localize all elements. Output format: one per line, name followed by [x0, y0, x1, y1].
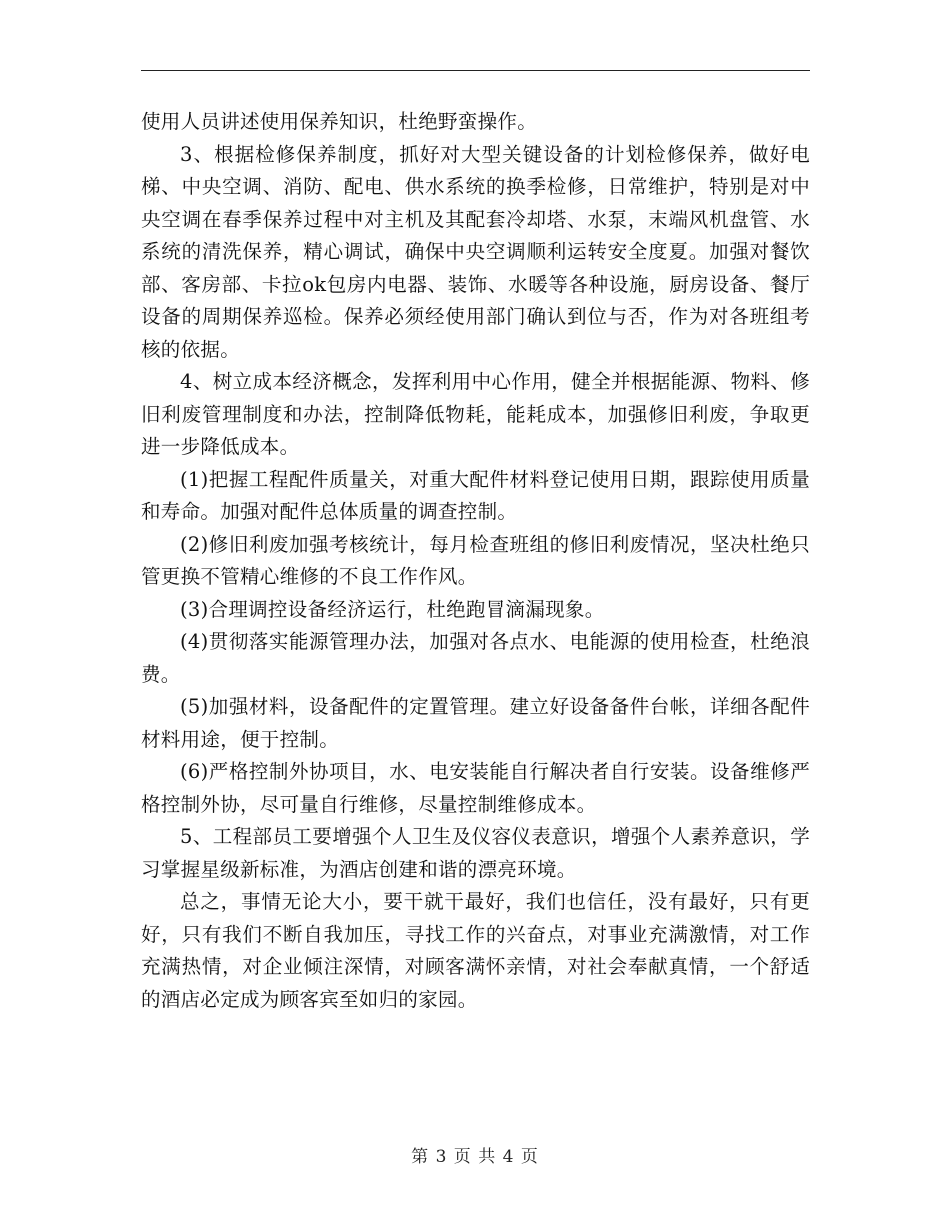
header-rule: [141, 70, 810, 71]
page-number: 第 3 页 共 4 页: [411, 1147, 539, 1167]
paragraph: (1)把握工程配件质量关，对重大配件材料登记使用日期，跟踪使用质量和寿命。加强对配件总体质量的调查控制。: [141, 467, 810, 523]
paragraph: (5)加强材料，设备配件的定置管理。建立好设备备件台帐，详细各配件材料用途，便于控制。: [141, 695, 810, 751]
paragraph: 总之，事情无论大小，要干就干最好，我们也信任，没有最好，只有更好，只有我们不断自我加压，寻找工作的兴奋点，对事业充满激情，对工作充满热情，对企业倾注深情，对顾客满怀亲情，对社会奉献真情，一个舒适的酒店必定成为顾客宾至如归的家园。: [141, 890, 810, 1011]
paragraph: 4、树立成本经济概念，发挥利用中心作用，健全并根据能源、物料、修旧利废管理制度和办法，控制降低物耗，能耗成本，加强修旧利废，争取更进一步降低成本。: [141, 370, 810, 458]
document-body: [141, 106, 810, 1016]
paragraph: 5、工程部员工要增强个人卫生及仪容仪表意识，增强个人素养意识，学习掌握星级新标准，为酒店创建和谐的漂亮环境。: [141, 825, 810, 881]
paragraph: (3)合理调控设备经济运行，杜绝跑冒滴漏现象。: [180, 597, 605, 621]
paragraph: (6)严格控制外协项目，水、电安装能自行解决者自行安装。设备维修严格控制外协，尽可量自行维修，尽量控制维修成本。: [141, 760, 810, 816]
paragraph: (4)贯彻落实能源管理办法，加强对各点水、电能源的使用检查，杜绝浪费。: [141, 630, 810, 686]
paragraph: 使用人员讲述使用保养知识，杜绝野蛮操作。: [141, 110, 538, 133]
paragraph: (2)修旧利废加强考核统计，每月检查班组的修旧利废情况，坚决杜绝只管更换不管精心维修的不良工作作风。: [141, 532, 810, 588]
paragraph: 3、根据检修保养制度，抓好对大型关键设备的计划检修保养，做好电梯、中央空调、消防、配电、供水系统的换季检修，日常维护，特别是对中央空调在春季保养过程中对主机及其配套冷却塔、水泵，末端风机盘管、水系统的清洗保养，精心调试，确保中央空调顺利运转安全度夏。加强对餐饮部、客房部、卡拉ok包房内电器、装饰、水暖等各种设施，厨房设备、餐厅设备的周期保养巡检。保养必须经使用部门确认到位与否，作为对各班组考核的依据。: [141, 142, 810, 361]
